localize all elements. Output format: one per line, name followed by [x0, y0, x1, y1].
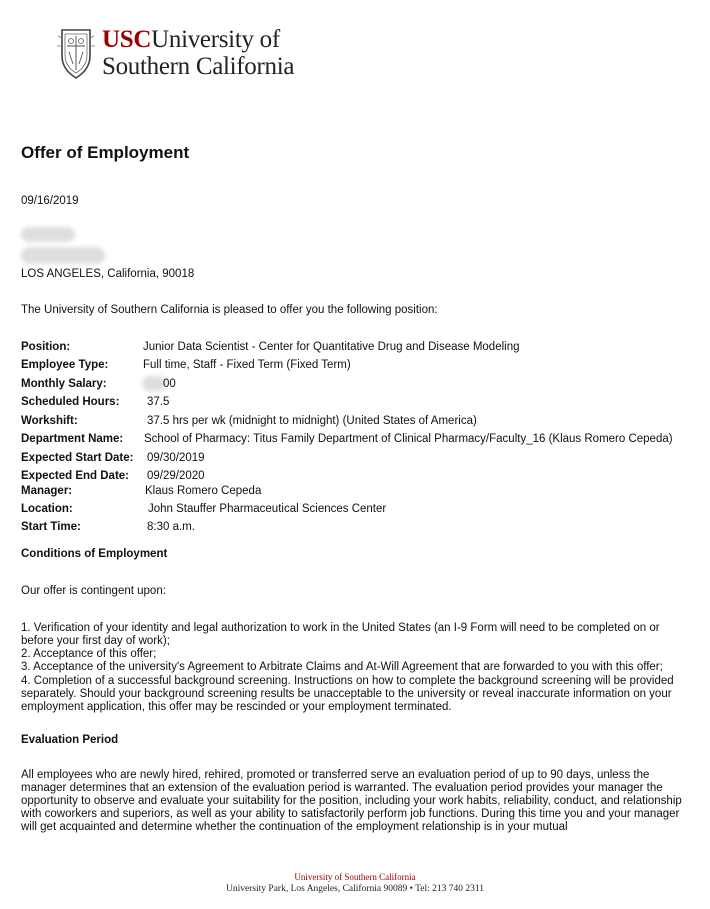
workshift-value: 37.5 hrs per wk (midnight to midnight) (United States of America) [147, 415, 477, 427]
position-value: Junior Data Scientist - Center for Quantitative Drug and Disease Modeling [143, 341, 520, 353]
location-label: Location: [21, 503, 73, 515]
address-city: LOS ANGELES, California, 90018 [21, 268, 195, 280]
usc-seal-icon [56, 26, 96, 80]
condition-item-3: 3. Acceptance of the university's Agreement to Arbitrate Claims and At-Will Agreement that are forwarded to you with this offer; [21, 661, 663, 673]
workshift-label: Workshift: [21, 415, 78, 427]
start-date-value: 09/30/2019 [147, 452, 205, 464]
end-date-value: 09/29/2020 [147, 470, 205, 482]
footer-address: University Park, Los Angeles, California 90089 • Tel: 213 740 2311 [225, 884, 485, 894]
conditions-heading: Conditions of Employment [21, 548, 168, 560]
position-label: Position: [21, 341, 71, 353]
start-date-label: Expected Start Date: [21, 452, 134, 464]
start-time-label: Start Time: [21, 521, 81, 533]
logo-usc: USC [102, 26, 152, 53]
condition-item-4: 4. Completion of a successful background screening. Instructions on how to complete the background screening will be provided separately. Should your background screening results be unacceptable to the university or reveal inaccurate information on your employment application, this offer may be rescinded or your employment terminated. [21, 675, 674, 713]
scheduled-hours-value: 37.5 [147, 396, 170, 408]
letter-date: 09/16/2019 [21, 195, 79, 207]
redacted-street [21, 247, 105, 264]
employee-type-value: Full time, Staff - Fixed Term (Fixed Term) [143, 359, 351, 371]
department-value: School of Pharmacy: Titus Family Department of Clinical Pharmacy/Faculty_16 (Klaus Romero Cepeda) [144, 433, 673, 445]
monthly-salary-value: 00 [163, 378, 176, 390]
manager-label: Manager: [21, 485, 73, 497]
end-date-label: Expected End Date: [21, 470, 129, 482]
location-value: John Stauffer Pharmaceutical Sciences Center [148, 503, 387, 515]
manager-value: Klaus Romero Cepeda [145, 485, 262, 497]
monthly-salary-label: Monthly Salary: [21, 378, 107, 390]
logo-university-of: University of [151, 26, 280, 53]
intro-text: The University of Southern California is pleased to offer you the following position: [21, 304, 438, 316]
usc-logo [56, 26, 316, 82]
footer-institution: University of Southern California [294, 872, 416, 882]
employee-type-label: Employee Type: [21, 359, 109, 371]
logo-southern-california: Southern California [102, 53, 295, 80]
start-time-value: 8:30 a.m. [147, 521, 195, 533]
evaluation-heading: Evaluation Period [21, 734, 119, 746]
conditions-intro: Our offer is contingent upon: [21, 585, 166, 597]
evaluation-body: All employees who are newly hired, rehired, promoted or transferred serve an evaluation period of up to 90 days, unless the manager determines that an extension of the evaluation period is warranted. The evaluation period provides your manager the opportunity to observe and evaluate your suitability for the position, including your work habits, reliability, conduct, and relationship with coworkers and superiors, as well as your ability to satisfactorily perform job functions. During this time you and your manager will get acquainted and determine whether the continuation of the employment relationship is in your mutual [21, 769, 682, 833]
page-title: Offer of Employment [21, 143, 190, 162]
redacted-name [21, 227, 75, 242]
department-label: Department Name: [21, 433, 124, 445]
scheduled-hours-label: Scheduled Hours: [21, 396, 120, 408]
condition-item-2: 2. Acceptance of this offer; [21, 648, 157, 660]
condition-item-1: 1. Verification of your identity and legal authorization to work in the United States (an I-9 Form will need to be completed on or before your first day of work); [21, 622, 660, 647]
